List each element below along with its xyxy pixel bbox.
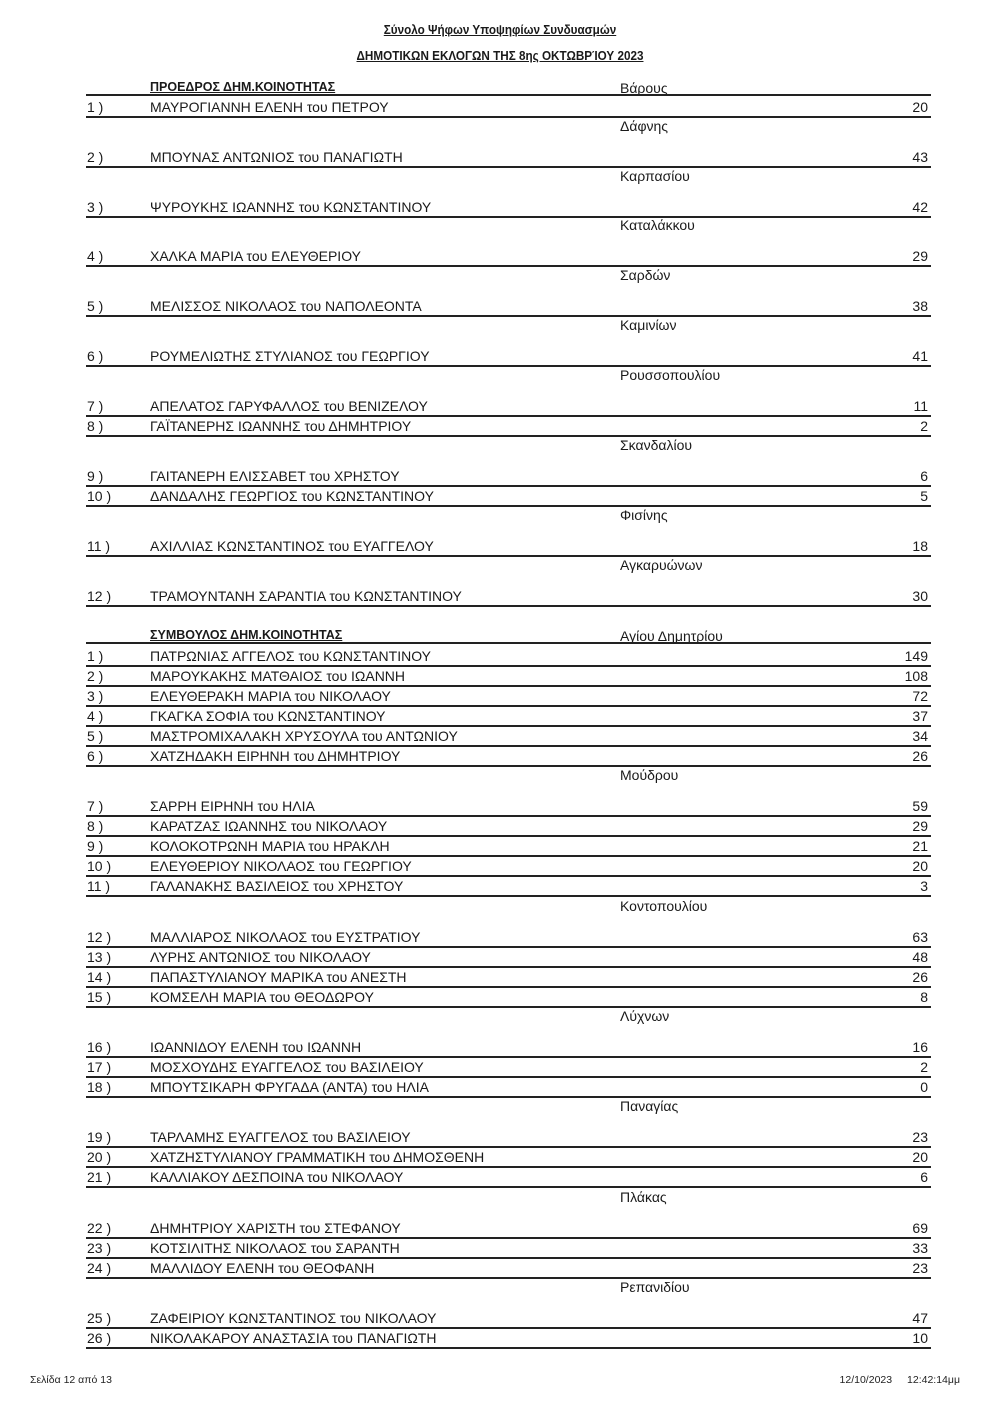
vote-count: 69 xyxy=(912,1220,928,1236)
candidate-row xyxy=(86,537,931,557)
vote-count: 43 xyxy=(912,149,928,165)
row-number: 12 ) xyxy=(87,588,112,604)
candidate-name: ΚΟΛΟΚΟΤΡΩΝΗ ΜΑΡΙΑ του ΗΡΑΚΛΗ xyxy=(150,838,390,854)
locality-label: Σκανδαλίου xyxy=(620,437,693,453)
locality-label: Αγκαρυώνων xyxy=(620,557,703,573)
candidate-name: ΔΑΝΔΑΛΗΣ ΓΕΩΡΓΙΟΣ του ΚΩΝΣΤΑΝΤΙΝΟΥ xyxy=(150,488,434,504)
row-number: 13 ) xyxy=(87,949,112,965)
vote-count: 72 xyxy=(912,688,928,704)
row-number: 6 ) xyxy=(87,748,104,764)
candidate-name: ΓΑΙΤΑΝΕΡΗ ΕΛΙΣΣΑΒΕΤ του ΧΡΗΣΤΟΥ xyxy=(150,468,400,484)
locality-label: Βάρους xyxy=(620,80,668,96)
candidate-row xyxy=(86,1309,931,1329)
row-number: 7 ) xyxy=(87,798,104,814)
vote-count: 11 xyxy=(913,398,928,414)
vote-count: 29 xyxy=(912,818,928,834)
candidate-name: ΜΑΣΤΡΟΜΙΧΑΛΑΚΗ ΧΡΥΣΟΥΛΑ του ΑΝΤΩΝΙΟΥ xyxy=(150,728,458,744)
locality-label: Φισίνης xyxy=(620,507,668,523)
print-timestamp xyxy=(840,1374,960,1386)
candidate-name: ΖΑΦΕΙΡΙΟΥ ΚΩΝΣΤΑΝΤΙΝΟΣ του ΝΙΚΟΛΑΟΥ xyxy=(150,1310,437,1326)
vote-count: 20 xyxy=(912,1149,928,1165)
vote-count: 23 xyxy=(912,1129,928,1145)
row-number: 10 ) xyxy=(87,858,112,874)
candidate-name: ΜΑΛΛΙΔΟΥ ΕΛΕΝΗ του ΘΕΟΦΑΝΗ xyxy=(150,1260,375,1276)
row-number: 16 ) xyxy=(87,1039,112,1055)
candidate-name: ΤΡΑΜΟΥΝΤΑΝΗ ΣΑΡΑΝΤΙΑ του ΚΩΝΣΤΑΝΤΙΝΟΥ xyxy=(150,588,462,604)
candidate-row xyxy=(86,1058,931,1078)
vote-count: 26 xyxy=(912,748,928,764)
locality-label: Καταλάκκου xyxy=(620,217,695,233)
candidate-row xyxy=(86,467,931,487)
row-number: 17 ) xyxy=(87,1059,112,1075)
vote-count: 33 xyxy=(912,1240,928,1256)
print-date: 12/10/2023 xyxy=(839,1374,893,1386)
vote-count: 20 xyxy=(912,99,928,115)
candidate-row xyxy=(86,747,931,767)
row-number: 9 ) xyxy=(87,838,104,854)
row-number: 11 ) xyxy=(87,538,111,554)
vote-count: 42 xyxy=(912,199,928,215)
vote-count: 5 xyxy=(920,488,928,504)
candidate-row xyxy=(86,857,931,877)
row-number: 5 ) xyxy=(87,298,104,314)
candidate-name: ΤΑΡΛΑΜΗΣ ΕΥΑΓΓΕΛΟΣ του ΒΑΣΙΛΕΙΟΥ xyxy=(150,1129,411,1145)
candidate-name: ΠΑΠΑΣΤΥΛΙΑΝΟΥ ΜΑΡΙΚΑ του ΑΝΕΣΤΗ xyxy=(150,969,407,985)
vote-count: 59 xyxy=(912,798,928,814)
print-time: 12:42:14μμ xyxy=(907,1374,960,1386)
candidate-name: ΕΛΕΥΘΕΡΑΚΗ ΜΑΡΙΑ του ΝΙΚΟΛΑΟΥ xyxy=(150,688,391,704)
vote-count: 2 xyxy=(920,418,928,434)
candidate-row xyxy=(86,817,931,837)
candidate-name: ΙΩΑΝΝΙΔΟΥ ΕΛΕΝΗ του ΙΩΑΝΝΗ xyxy=(150,1039,362,1055)
candidate-name: ΛΥΡΗΣ ΑΝΤΩΝΙΟΣ του ΝΙΚΟΛΑΟΥ xyxy=(150,949,371,965)
candidate-row xyxy=(86,928,931,948)
candidate-row xyxy=(86,487,931,507)
vote-count: 2 xyxy=(920,1059,928,1075)
candidate-row xyxy=(86,98,931,118)
row-number: 2 ) xyxy=(87,668,104,684)
row-number: 24 ) xyxy=(87,1260,112,1276)
vote-count: 3 xyxy=(920,878,928,894)
candidate-row xyxy=(86,247,931,267)
vote-count: 6 xyxy=(920,1169,928,1185)
vote-count: 20 xyxy=(912,858,928,874)
locality-label: Λύχνων xyxy=(620,1008,670,1024)
candidate-name: ΕΛΕΥΘΕΡΙΟΥ ΝΙΚΟΛΑΟΣ του ΓΕΩΡΓΙΟΥ xyxy=(150,858,412,874)
vote-count: 48 xyxy=(912,949,928,965)
row-number: 3 ) xyxy=(87,199,104,215)
row-number: 8 ) xyxy=(87,418,104,434)
candidate-row xyxy=(86,1239,931,1259)
candidate-row xyxy=(86,198,931,218)
vote-count: 8 xyxy=(920,989,928,1005)
candidate-row xyxy=(86,948,931,968)
row-number: 8 ) xyxy=(87,818,104,834)
vote-count: 6 xyxy=(920,468,928,484)
candidate-name: ΑΠΕΛΑΤΟΣ ΓΑΡΥΦΑΛΛΟΣ του ΒΕΝΙΖΕΛΟΥ xyxy=(150,398,428,414)
candidate-row xyxy=(86,587,931,607)
row-number: 14 ) xyxy=(87,969,112,985)
vote-count: 41 xyxy=(912,348,928,364)
vote-count: 23 xyxy=(912,1260,928,1276)
candidate-row xyxy=(86,347,931,367)
locality-label: Κοντοπουλίου xyxy=(620,898,708,914)
candidate-row xyxy=(86,797,931,817)
candidate-name: ΚΟΤΣΙΛΙΤΗΣ ΝΙΚΟΛΑΟΣ του ΣΑΡΑΝΤΗ xyxy=(150,1240,400,1256)
vote-count: 63 xyxy=(912,929,928,945)
row-number: 4 ) xyxy=(87,708,104,724)
candidate-name: ΜΠΟΥΤΣΙΚΑΡΗ ΦΡΥΓΑΔΑ (ΑΝΤΑ) του ΗΛΙΑ xyxy=(150,1079,429,1095)
row-number: 7 ) xyxy=(87,398,104,414)
row-number: 4 ) xyxy=(87,248,104,264)
row-number: 5 ) xyxy=(87,728,104,744)
candidate-name: ΜΟΣΧΟΥΔΗΣ ΕΥΑΓΓΕΛΟΣ του ΒΑΣΙΛΕΙΟΥ xyxy=(150,1059,424,1075)
candidate-row xyxy=(86,148,931,168)
vote-count: 10 xyxy=(912,1330,928,1346)
candidate-row xyxy=(86,1078,931,1098)
locality-label: Ρεπανιδίου xyxy=(620,1279,690,1295)
row-number: 2 ) xyxy=(87,149,104,165)
locality-label: Σαρδών xyxy=(620,267,671,283)
vote-count: 16 xyxy=(912,1039,928,1055)
vote-count: 30 xyxy=(912,588,928,604)
candidate-row xyxy=(86,707,931,727)
vote-count: 47 xyxy=(912,1310,928,1326)
locality-label: Μούδρου xyxy=(620,767,679,783)
row-number: 23 ) xyxy=(87,1240,112,1256)
row-number: 26 ) xyxy=(87,1330,112,1346)
candidate-row xyxy=(86,968,931,988)
candidate-row xyxy=(86,667,931,687)
candidate-row xyxy=(86,988,931,1008)
locality-label: Δάφνης xyxy=(620,118,669,134)
row-number: 1 ) xyxy=(87,648,104,664)
vote-count: 0 xyxy=(920,1079,928,1095)
candidate-name: ΜΑΡΟΥΚΑΚΗΣ ΜΑΤΘΑΙΟΣ του ΙΩΑΝΝΗ xyxy=(150,668,406,684)
candidate-row xyxy=(86,1128,931,1148)
candidate-row xyxy=(86,1329,931,1349)
vote-count: 108 xyxy=(904,668,928,684)
row-number: 6 ) xyxy=(87,348,104,364)
candidate-row xyxy=(86,727,931,747)
row-number: 3 ) xyxy=(87,688,104,704)
locality-label: Παναγίας xyxy=(620,1098,679,1114)
vote-count: 37 xyxy=(912,708,928,724)
candidate-name: ΔΗΜΗΤΡΙΟΥ ΧΑΡΙΣΤΗ του ΣΤΕΦΑΝΟΥ xyxy=(150,1220,401,1236)
row-number: 12 ) xyxy=(87,929,112,945)
row-number: 22 ) xyxy=(87,1220,112,1236)
row-number: 10 ) xyxy=(87,488,112,504)
candidate-name: ΜΠΟΥΝΑΣ ΑΝΤΩΝΙΟΣ του ΠΑΝΑΓΙΩΤΗ xyxy=(150,149,403,165)
candidate-name: ΓΚΑΓΚΑ ΣΟΦΙΑ του ΚΩΝΣΤΑΝΤΙΝΟΥ xyxy=(150,708,386,724)
candidate-name: ΧΑΤΖΗΣΤΥΛΙΑΝΟΥ ΓΡΑΜΜΑΤΙΚΗ του ΔΗΜΟΣΘΕΝΗ xyxy=(150,1149,485,1165)
candidate-name: ΣΑΡΡΗ ΕΙΡΗΝΗ του ΗΛΙΑ xyxy=(150,798,315,814)
candidate-row xyxy=(86,1168,931,1188)
locality-label: Καρπασίου xyxy=(620,168,690,184)
candidate-row xyxy=(86,1219,931,1239)
candidate-name: ΨΥΡΟΥΚΗΣ ΙΩΑΝΝΗΣ του ΚΩΝΣΤΑΝΤΙΝΟΥ xyxy=(150,199,432,215)
document-title: Σύνολο Ψήφων Υποψηφίων Συνδυασμών xyxy=(383,22,617,37)
candidate-row xyxy=(86,1038,931,1058)
candidate-name: ΑΧΙΛΛΙΑΣ ΚΩΝΣΤΑΝΤΙΝΟΣ του ΕΥΑΓΓΕΛΟΥ xyxy=(150,538,434,554)
candidate-row xyxy=(86,297,931,317)
document-subtitle: ΔΗΜΟΤΙΚΩΝ ΕΚΛΟΓΩΝ ΤΗΣ 8ης ΟΚΤΩΒΡΊΟΥ 2023 xyxy=(356,48,644,63)
vote-count: 149 xyxy=(904,648,928,664)
candidate-row xyxy=(86,1148,931,1168)
row-number: 19 ) xyxy=(87,1129,112,1145)
vote-count: 34 xyxy=(912,728,928,744)
vote-count: 38 xyxy=(912,298,928,314)
candidate-name: ΓΑΪΤΑΝΕΡΗΣ ΙΩΑΝΝΗΣ του ΔΗΜΗΤΡΙΟΥ xyxy=(150,418,412,434)
candidate-name: ΜΑΛΛΙΑΡΟΣ ΝΙΚΟΛΑΟΣ του ΕΥΣΤΡΑΤΙΟΥ xyxy=(150,929,421,945)
row-number: 15 ) xyxy=(87,989,112,1005)
candidate-name: ΚΑΛΛΙΑΚΟΥ ΔΕΣΠΟΙΝΑ του ΝΙΚΟΛΑΟΥ xyxy=(150,1169,404,1185)
row-number: 1 ) xyxy=(87,99,104,115)
page-number: Σελίδα 12 από 13 xyxy=(30,1374,112,1386)
section-title: ΣΥΜΒΟΥΛΟΣ ΔΗΜ.ΚΟΙΝΟΤΗΤΑΣ xyxy=(150,628,343,642)
row-number: 18 ) xyxy=(87,1079,112,1095)
candidate-row xyxy=(86,1259,931,1279)
candidate-name: ΜΑΥΡΟΓΙΑΝΝΗ ΕΛΕΝΗ του ΠΕΤΡΟΥ xyxy=(150,99,389,115)
vote-count: 18 xyxy=(912,538,928,554)
candidate-row xyxy=(86,837,931,857)
section-divider xyxy=(86,94,931,96)
candidate-name: ΠΑΤΡΩΝΙΑΣ ΑΓΓΕΛΟΣ του ΚΩΝΣΤΑΝΤΙΝΟΥ xyxy=(150,648,431,664)
row-number: 25 ) xyxy=(87,1310,112,1326)
candidate-name: ΚΟΜΣΕΛΗ ΜΑΡΙΑ του ΘΕΟΔΩΡΟΥ xyxy=(150,989,374,1005)
locality-label: Ρουσσοπουλίου xyxy=(620,367,721,383)
candidate-name: ΜΕΛΙΣΣΟΣ ΝΙΚΟΛΑΟΣ του ΝΑΠΟΛΕΟΝΤΑ xyxy=(150,298,422,314)
locality-label: Καμινίων xyxy=(620,317,677,333)
candidate-name: ΡΟΥΜΕΛΙΩΤΗΣ ΣΤΥΛΙΑΝΟΣ του ΓΕΩΡΓΙΟΥ xyxy=(150,348,430,364)
vote-count: 29 xyxy=(912,248,928,264)
candidate-row xyxy=(86,687,931,707)
row-number: 20 ) xyxy=(87,1149,112,1165)
candidate-name: ΚΑΡΑΤΖΑΣ ΙΩΑΝΝΗΣ του ΝΙΚΟΛΑΟΥ xyxy=(150,818,388,834)
candidate-name: ΝΙΚΟΛΑΚΑΡΟΥ ΑΝΑΣΤΑΣΙΑ του ΠΑΝΑΓΙΩΤΗ xyxy=(150,1330,437,1346)
section-title: ΠΡΟΕΔΡΟΣ ΔΗΜ.ΚΟΙΝΟΤΗΤΑΣ xyxy=(150,80,336,94)
candidate-row xyxy=(86,397,931,417)
section-divider xyxy=(86,642,931,644)
row-number: 9 ) xyxy=(87,468,104,484)
candidate-row xyxy=(86,417,931,437)
locality-label: Αγίου Δημητρίου xyxy=(620,628,723,644)
candidate-row xyxy=(86,647,931,667)
vote-count: 21 xyxy=(912,838,928,854)
candidate-row xyxy=(86,877,931,897)
candidate-name: ΓΑΛΑΝΑΚΗΣ ΒΑΣΙΛΕΙΟΣ του ΧΡΗΣΤΟΥ xyxy=(150,878,404,894)
candidate-name: ΧΑΤΖΗΔΑΚΗ ΕΙΡΗΝΗ του ΔΗΜΗΤΡΙΟΥ xyxy=(150,748,401,764)
row-number: 21 ) xyxy=(87,1169,112,1185)
row-number: 11 ) xyxy=(87,878,111,894)
candidate-name: ΧΑΛΚΑ ΜΑΡΙΑ του ΕΛΕΥΘΕΡΙΟΥ xyxy=(150,248,361,264)
locality-label: Πλάκας xyxy=(620,1189,667,1205)
vote-count: 26 xyxy=(912,969,928,985)
